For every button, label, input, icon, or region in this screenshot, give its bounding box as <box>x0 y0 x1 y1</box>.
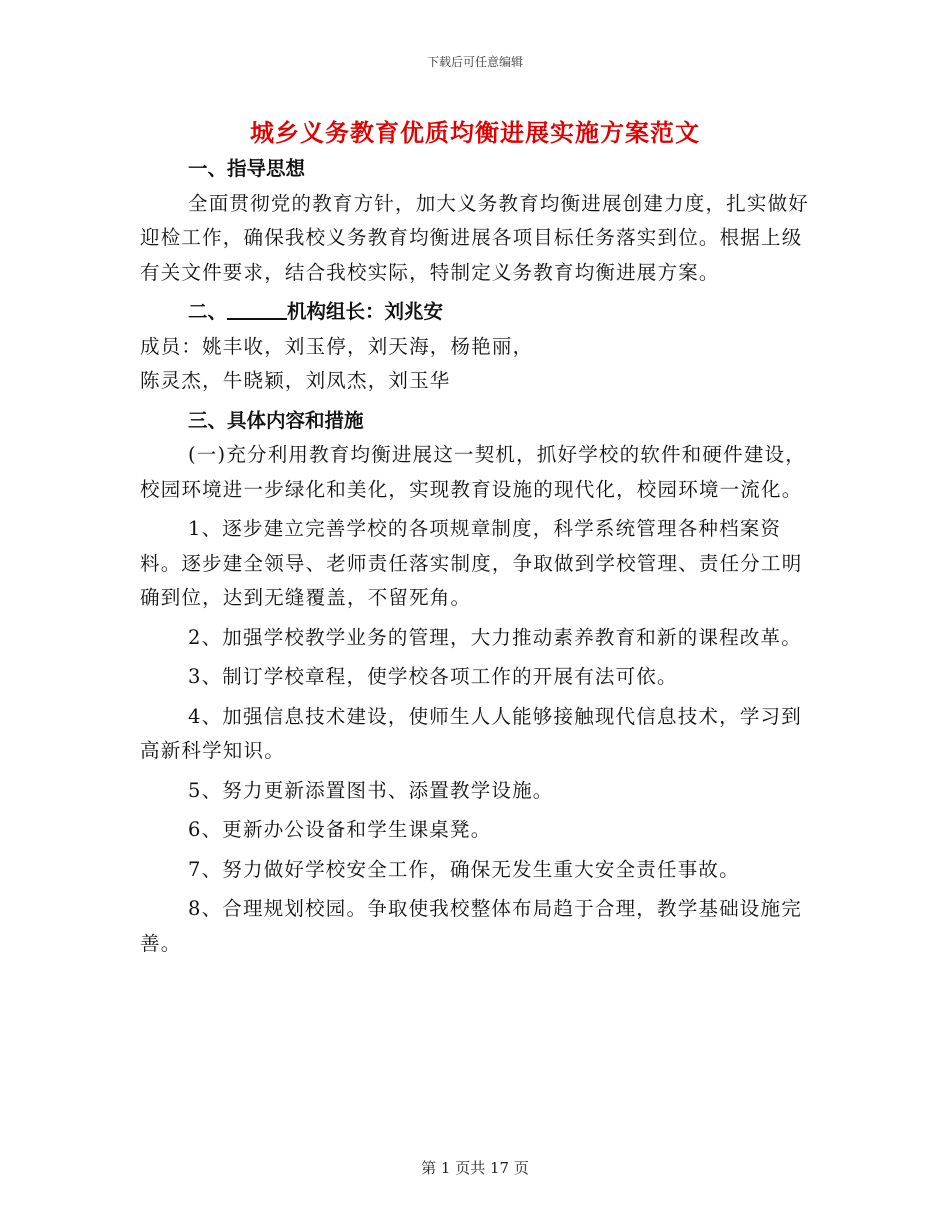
section-1-heading: 一、指导思想 <box>188 157 306 180</box>
section-1-paragraph: 全面贯彻党的教育方针，加大义务教育均衡进展创建力度，扎实做好迎检工作，确保我校义务教育均衡进展各项目标任务落实到位。根据上级有关文件要求，结合我校实际，特制定义务教育均衡进展方案。 <box>140 191 810 284</box>
list-item: 8、合理规划校园。争取使我校整体布局趋于合理，教学基础设施完善。 <box>140 897 802 955</box>
list-item: 2、加强学校教学业务的管理，大力推动素养教育和新的课程改革。 <box>188 625 802 649</box>
section-2-heading <box>140 295 820 330</box>
fill-in-blank <box>227 298 287 320</box>
list-item: 6、更新办公设备和学生课桌凳。 <box>188 818 492 841</box>
list-item: 4、加强信息技术建设，使师生人人能够接触现代信息技术，学习到高新科学知识。 <box>140 704 802 762</box>
list-item: 7、努力做好学校安全工作，确保无发生重大安全责任事故。 <box>188 857 740 881</box>
section-3-intro: (一)充分利用教育均衡进展这一契机，抓好学校的软件和硬件建设，校园环境进一步绿化和美化，实现教育设施的现代化，校园环境一流化。 <box>140 443 806 501</box>
list-item: 5、努力更新添置图书、添置教学设施。 <box>188 778 554 802</box>
page-footer: 第 1 页共 17 页 <box>421 1159 529 1177</box>
document-body <box>140 152 820 961</box>
section-3-heading: 三、具体内容和措施 <box>188 408 364 432</box>
list-item: 3、制订学校章程，使学校各项工作的开展有法可依。 <box>188 665 678 688</box>
members-line-1: 成员：姚丰收，刘玉停，刘天海，杨艳丽， <box>140 334 534 358</box>
header-note: 下载后可任意编辑 <box>426 55 523 69</box>
list-item: 1、逐步建立完善学校的各项规章制度，科学系统管理各种档案资料。逐步建全领导、老师责任落实制度，争取做到学校管理、责任分工明确到位，达到无缝覆盖，不留死角。 <box>140 517 803 609</box>
section-2-heading-suffix: 机构组长：刘兆安 <box>287 300 444 323</box>
section-2-heading-prefix: 二、 <box>188 300 228 323</box>
members-line-2: 陈灵杰，牛晓颖，刘凤杰，刘玉华 <box>140 369 451 392</box>
document-title: 城乡义务教育优质均衡进展实施方案范文 <box>250 118 700 147</box>
